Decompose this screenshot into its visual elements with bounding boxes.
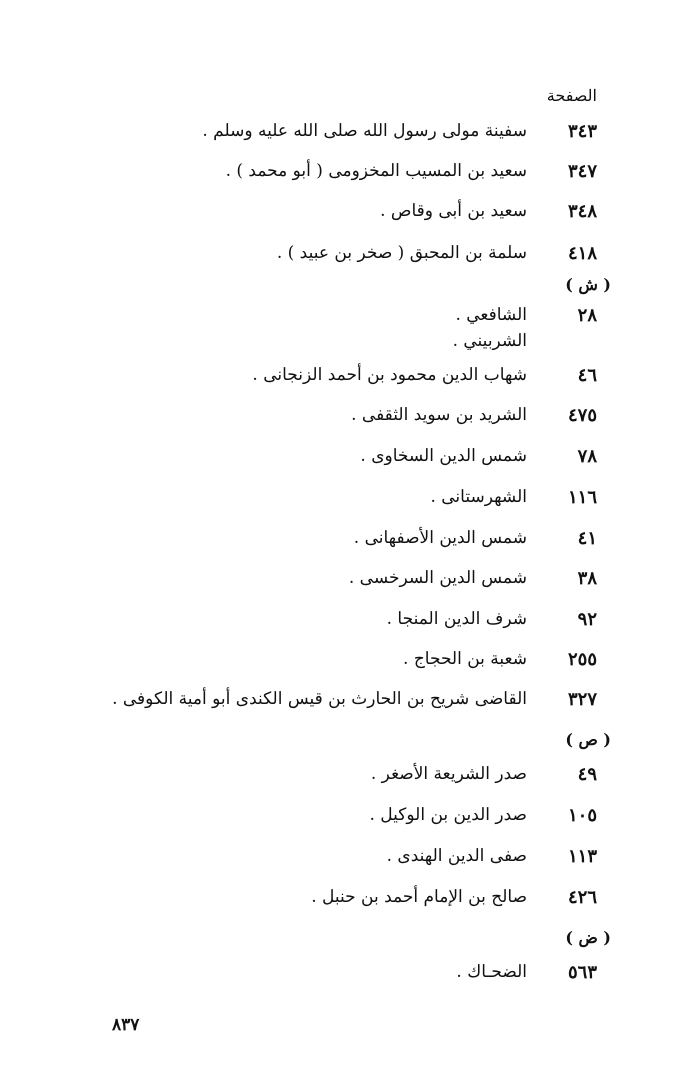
entry-name: شمس الدين السخاوى . [360, 446, 527, 466]
index-entry [0, 405, 675, 439]
entry-name: الشربيني . [452, 331, 527, 351]
entry-page-number: ٢٥٥ [567, 649, 597, 670]
index-entry [0, 161, 675, 195]
entry-name: الشافعي . [455, 305, 527, 325]
entry-name: صدر الدين بن الوكيل . [369, 805, 527, 825]
entry-page-number: ٤١٨ [567, 243, 597, 264]
entry-name: شرف الدين المنجا . [386, 609, 527, 629]
entry-page-number: ١١٣ [567, 846, 597, 867]
entry-page-number: ٣٢٧ [567, 689, 597, 710]
index-entry [0, 446, 675, 480]
index-entry [0, 365, 675, 399]
index-entry [0, 331, 675, 365]
entry-page-number: ٤١ [577, 528, 597, 549]
entry-page-number: ٤٢٦ [567, 887, 597, 908]
entry-name: شمس الدين السرخسى . [348, 568, 527, 588]
entry-name: صفى الدين الهندى . [386, 846, 527, 866]
page-column-header: الصفحة [546, 86, 597, 105]
entry-page-number: ٣٨ [577, 568, 597, 589]
entry-page-number: ٣٤٧ [567, 161, 597, 182]
letter-heading: ( ش ) [565, 275, 611, 294]
entry-name: شهاب الدين محمود بن أحمد الزنجانى . [252, 365, 527, 385]
index-entry [0, 528, 675, 562]
letter-heading: ( ص ) [565, 730, 611, 749]
entry-page-number: ٢٨ [577, 305, 597, 326]
entry-page-number: ٥٦٣ [567, 962, 597, 983]
index-entry [0, 243, 675, 277]
index-entry [0, 887, 675, 921]
entry-page-number: ٤٦ [577, 365, 597, 386]
index-entry [0, 764, 675, 798]
entry-name: الشهرستانى . [430, 487, 527, 507]
index-entry [0, 649, 675, 683]
entry-name: سعيد بن أبى وقاص . [380, 201, 527, 221]
index-entry [0, 846, 675, 880]
entry-page-number: ١٠٥ [567, 805, 597, 826]
index-entry [0, 201, 675, 235]
entry-name: سفينة مولى رسول الله صلى الله عليه وسلم . [202, 121, 527, 141]
index-entry [0, 609, 675, 643]
entry-name: سعيد بن المسيب المخزومى ( أبو محمد ) . [225, 161, 527, 181]
entry-page-number: ٣٤٣ [567, 121, 597, 142]
entry-name: صدر الشريعة الأصغر . [370, 764, 527, 784]
entry-name: صالح بن الإمام أحمد بن حنبل . [311, 887, 527, 907]
entry-name: شعبة بن الحجاج . [403, 649, 527, 669]
entry-name: سلمة بن المحبق ( صخر بن عبيد ) . [276, 243, 527, 263]
index-entry [0, 962, 675, 996]
entry-page-number: ٤٩ [577, 764, 597, 785]
entry-name: شمس الدين الأصفهانى . [353, 528, 527, 548]
index-entry [0, 487, 675, 521]
index-entry [0, 121, 675, 155]
index-entry [0, 689, 675, 723]
letter-heading: ( ض ) [565, 928, 611, 947]
entry-page-number: ٤٧٥ [567, 405, 597, 426]
entry-page-number: ٧٨ [577, 446, 597, 467]
page-number: ٨٣٧ [112, 1015, 140, 1035]
entry-name: الضحـاك . [456, 962, 527, 982]
entry-name: القاضى شريح بن الحارث بن قيس الكندى أبو أمية الكوفى . [112, 689, 527, 709]
entry-page-number: ١١٦ [567, 487, 597, 508]
entry-page-number: ٣٤٨ [567, 201, 597, 222]
index-entry [0, 805, 675, 839]
index-entry [0, 568, 675, 602]
entry-page-number: ٩٢ [577, 609, 597, 630]
entry-name: الشريد بن سويد الثقفى . [351, 405, 527, 425]
